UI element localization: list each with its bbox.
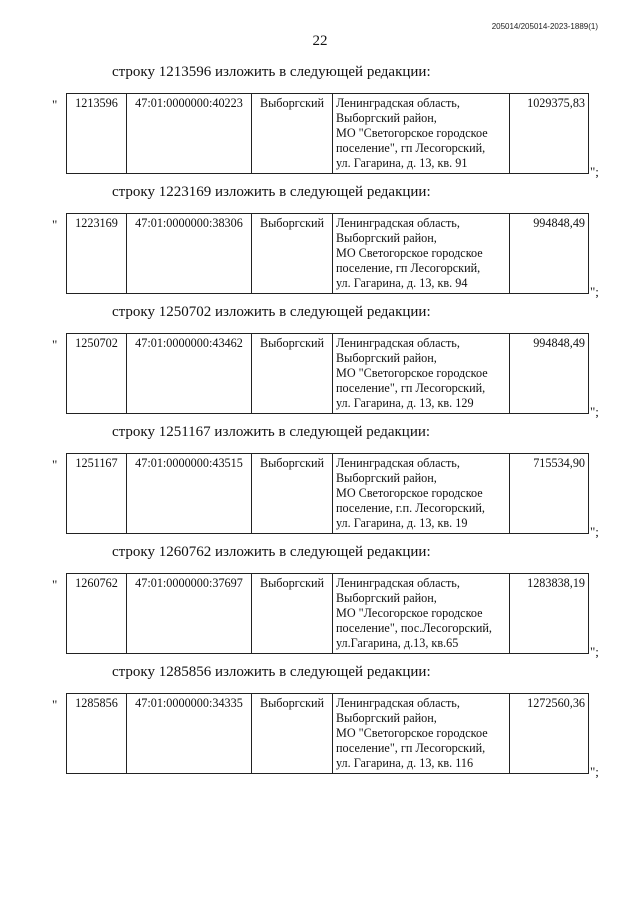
close-quote: ";	[590, 284, 599, 299]
address	[333, 694, 510, 774]
address-line: Ленинградская область,	[336, 576, 460, 590]
address-line: Выборгский район,	[336, 591, 437, 605]
address-line: ул. Гагарина, д. 13, кв. 94	[336, 276, 468, 290]
address-line: МО "Светогорское городское	[336, 726, 488, 740]
record-table	[66, 333, 589, 414]
record-intro: строку 1260762 изложить в следующей редакции:	[112, 544, 431, 560]
address-line: МО "Светогорское городское	[336, 366, 488, 380]
record-table	[66, 453, 589, 534]
district: Выборгский	[252, 694, 333, 774]
address-line: Выборгский район,	[336, 351, 437, 365]
district: Выборгский	[252, 334, 333, 414]
address-line: поселение, г.п. Лесогорский,	[336, 501, 485, 515]
district: Выборгский	[252, 94, 333, 174]
open-quote: "	[52, 217, 58, 232]
district: Выборгский	[252, 454, 333, 534]
page-number: 22	[312, 33, 328, 49]
address-line: МО "Светогорское городское	[336, 126, 488, 140]
district: Выборгский	[252, 574, 333, 654]
address-line: ул.Гагарина, д.13, кв.65	[336, 636, 459, 650]
address-line: Ленинградская область,	[336, 96, 460, 110]
table-row	[67, 94, 589, 174]
address-line: ул. Гагарина, д. 13, кв. 91	[336, 156, 468, 170]
table-row	[67, 334, 589, 414]
address-line: поселение", гп Лесогорский,	[336, 741, 486, 755]
address	[333, 574, 510, 654]
address	[333, 454, 510, 534]
record-table	[66, 573, 589, 654]
table-row	[67, 694, 589, 774]
close-quote: ";	[590, 164, 599, 179]
record-id: 1250702	[67, 334, 127, 414]
cadastral-number: 47:01:0000000:43515	[127, 454, 252, 534]
close-quote: ";	[590, 524, 599, 539]
address-line: Ленинградская область,	[336, 216, 460, 230]
address-line: Выборгский район,	[336, 231, 437, 245]
address-line: поселение, гп Лесогорский,	[336, 261, 481, 275]
address-line: Ленинградская область,	[336, 696, 460, 710]
open-quote: "	[52, 457, 58, 472]
cadastral-number: 47:01:0000000:34335	[127, 694, 252, 774]
record-intro: строку 1223169 изложить в следующей редакции:	[112, 184, 431, 200]
cadastral-number: 47:01:0000000:38306	[127, 214, 252, 294]
cadastral-number: 47:01:0000000:37697	[127, 574, 252, 654]
table-row	[67, 574, 589, 654]
record-intro: строку 1251167 изложить в следующей редакции:	[112, 424, 431, 440]
open-quote: "	[52, 697, 58, 712]
record-id: 1223169	[67, 214, 127, 294]
address	[333, 334, 510, 414]
close-quote: ";	[590, 764, 599, 779]
cadastral-value: 994848,49	[510, 334, 589, 414]
cadastral-value: 1283838,19	[510, 574, 589, 654]
cadastral-number: 47:01:0000000:40223	[127, 94, 252, 174]
address-line: поселение", пос.Лесогорский,	[336, 621, 492, 635]
open-quote: "	[52, 97, 58, 112]
district: Выборгский	[252, 214, 333, 294]
address-line: Ленинградская область,	[336, 336, 460, 350]
address	[333, 94, 510, 174]
cadastral-value: 1029375,83	[510, 94, 589, 174]
address	[333, 214, 510, 294]
record-id: 1285856	[67, 694, 127, 774]
address-line: поселение", гп Лесогорский,	[336, 381, 486, 395]
record-table	[66, 693, 589, 774]
address-line: ул. Гагарина, д. 13, кв. 129	[336, 396, 474, 410]
cadastral-value: 994848,49	[510, 214, 589, 294]
cadastral-value: 715534,90	[510, 454, 589, 534]
record-table	[66, 213, 589, 294]
address-line: Выборгский район,	[336, 471, 437, 485]
address-line: МО Светогорское городское	[336, 486, 483, 500]
document-id: 205014/205014-2023-1889(1)	[491, 22, 598, 31]
address-line: Ленинградская область,	[336, 456, 460, 470]
address-line: ул. Гагарина, д. 13, кв. 19	[336, 516, 468, 530]
record-table	[66, 93, 589, 174]
table-row	[67, 454, 589, 534]
record-intro: строку 1285856 изложить в следующей редакции:	[112, 664, 431, 680]
record-intro: строку 1250702 изложить в следующей редакции:	[112, 304, 431, 320]
address-line: Выборгский район,	[336, 711, 437, 725]
address-line: ул. Гагарина, д. 13, кв. 116	[336, 756, 474, 770]
address-line: поселение", гп Лесогорский,	[336, 141, 486, 155]
close-quote: ";	[590, 644, 599, 659]
cadastral-value: 1272560,36	[510, 694, 589, 774]
record-id: 1213596	[67, 94, 127, 174]
cadastral-number: 47:01:0000000:43462	[127, 334, 252, 414]
address-line: МО Светогорское городское	[336, 246, 483, 260]
record-intro: строку 1213596 изложить в следующей редакции:	[112, 64, 431, 80]
table-row	[67, 214, 589, 294]
open-quote: "	[52, 577, 58, 592]
record-id: 1251167	[67, 454, 127, 534]
close-quote: ";	[590, 404, 599, 419]
address-line: Выборгский район,	[336, 111, 437, 125]
record-id: 1260762	[67, 574, 127, 654]
open-quote: "	[52, 337, 58, 352]
address-line: МО "Лесогорское городское	[336, 606, 483, 620]
